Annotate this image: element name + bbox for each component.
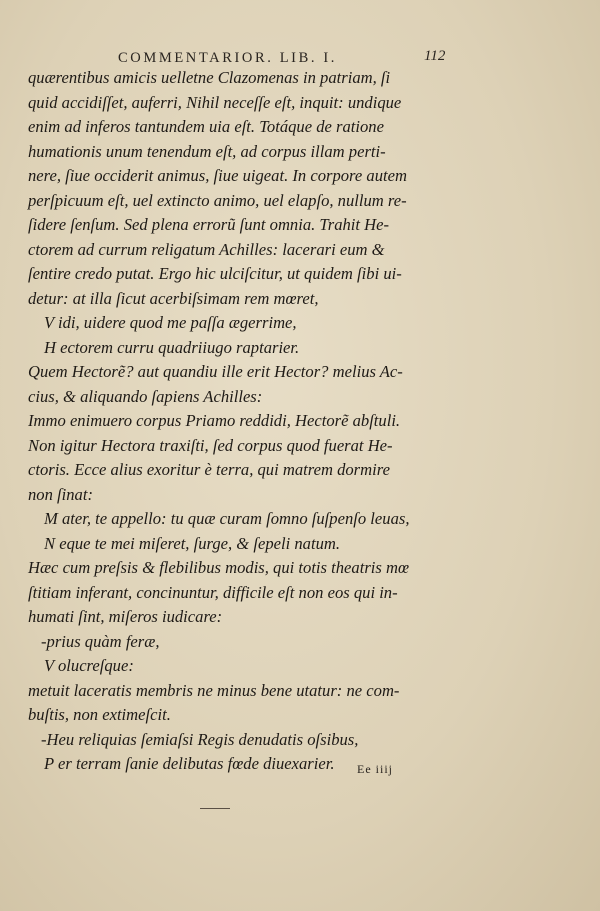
running-title: COMMENTARIOR. LIB. I. [118, 50, 337, 66]
signature-mark: Ee iiij [357, 762, 393, 776]
text-line: ſentire credo putat. Ergo hic ulciſcitur, ut quidem ſibi ui- [28, 264, 402, 283]
verse-line: V idi, uidere quod me paſſa ægerrime, [44, 313, 297, 332]
divider [200, 808, 230, 809]
text-line: cius, & aliquando ſapiens Achilles: [28, 386, 263, 406]
verse-line: M ater, te appello: tu quæ curam ſomno ſuſpenſo leuas, [44, 509, 410, 528]
text-line: Non igitur Hectora traxiſti, ſed corpus quod fuerat He- [28, 435, 393, 455]
text-line: humationis unum tenendum eſt, ad corpus illam perti- [28, 141, 386, 161]
text-line: non ſinat: [28, 484, 93, 504]
text-line: ctoris. Ecce alius exoritur è terra, qui matrem dormire [28, 460, 390, 479]
verse-line: -prius quàm feræ, [41, 631, 160, 651]
text-line: quærentibus amicis uelletne Clazomenas in patriam, ſi [28, 68, 391, 87]
text-line: Immo enimuero corpus Priamo reddidi, Hectorẽ abſtuli. [28, 411, 401, 430]
verse-line: -Heu reliquias ſemiaſsi Regis denudatis oſsibus, [41, 729, 359, 749]
text-line: ctorem ad currum religatum Achilles: lacerari eum & [28, 239, 385, 259]
text-line: nere, ſiue occiderit animus, ſiue uigeat. In corpore autem [28, 166, 407, 185]
text-line: Hæc cum preſsis & flebilibus modis, qui totis theatris mœ [28, 558, 410, 577]
text-line: humati ſint, miſeros iudicare: [28, 607, 223, 626]
page-number: 112 [424, 48, 446, 64]
text-line: ſtitiam inferant, concinuntur, difficile eſt non eos qui in- [28, 582, 398, 602]
text-line: buſtis, non extimeſcit. [28, 705, 171, 724]
text-line: perſpicuum eſt, uel extincto animo, uel elapſo, nullum re- [28, 190, 407, 210]
text-line: metuit laceratis membris ne minus bene utatur: ne com- [28, 680, 400, 700]
verse-line: P er terram ſanie delibutas fœde diuexarier. [44, 754, 335, 773]
verse-line: H ectorem curru quadriiugo raptarier. [44, 337, 300, 357]
text-line: detur: at illa ſicut acerbiſsimam rem mœret, [28, 288, 319, 308]
text-line: quid accidiſſet, auferri, Nihil neceſſe eſt, inquit: undique [28, 92, 402, 112]
text-line: ſidere ſenſum. Sed plena errorũ ſunt omnia. Trahit He- [28, 215, 390, 234]
text-block [28, 66, 438, 777]
text-line: Quem Hectorẽ? aut quandiu ille erit Hector? melius Ac- [28, 362, 403, 381]
verse-line: V olucreſque: [44, 656, 134, 675]
text-line: enim ad inferos tantundem uia eſt. Totáque de ratione [28, 117, 384, 136]
verse-line: N eque te mei miſeret, ſurge, & ſepeli natum. [44, 533, 341, 553]
